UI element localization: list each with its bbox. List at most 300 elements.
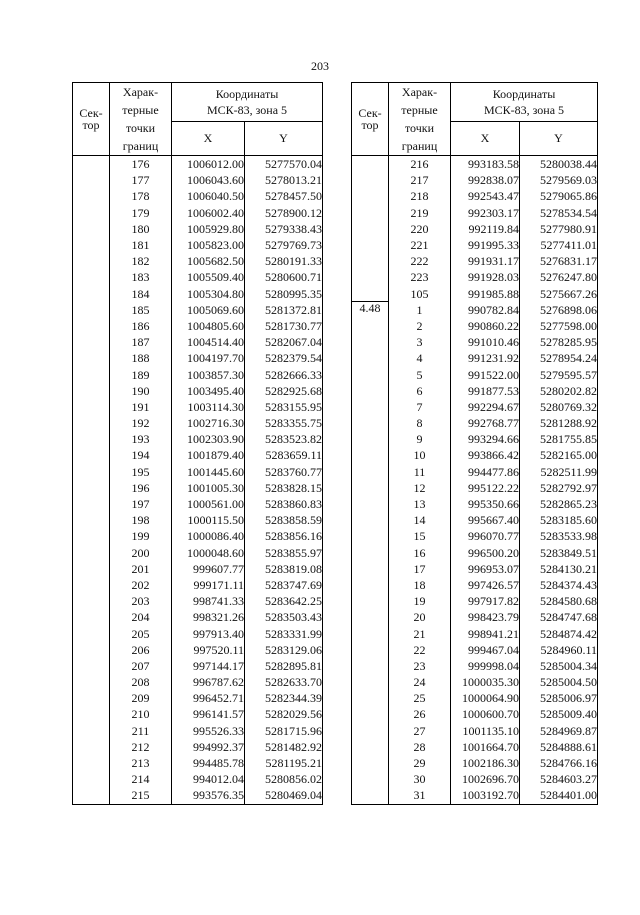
table-row: [352, 706, 598, 722]
point-number-cell: 26: [389, 706, 451, 722]
point-number-cell: 206: [110, 642, 172, 658]
point-number-cell: 17: [389, 561, 451, 577]
table-row: [73, 771, 323, 787]
point-number-cell: 20: [389, 609, 451, 625]
x-coordinate-cell: 991985.88: [451, 286, 520, 302]
x-coordinate-cell: 996141.57: [172, 706, 245, 722]
table-row: [73, 593, 323, 609]
x-coordinate-cell: 997913.40: [172, 625, 245, 641]
y-coordinate-cell: 5283155.95: [245, 399, 323, 415]
y-coordinate-cell: 5281755.85: [520, 431, 598, 447]
table-row: [73, 318, 323, 334]
x-coordinate-cell: 991522.00: [451, 366, 520, 382]
point-number-cell: 204: [110, 609, 172, 625]
table-row: [352, 593, 598, 609]
table-row: [73, 399, 323, 415]
x-coordinate-cell: 991995.33: [451, 237, 520, 253]
header-y: Y: [520, 121, 598, 155]
y-coordinate-cell: 5277598.00: [520, 318, 598, 334]
table-row: [352, 350, 598, 366]
table-row: [352, 318, 598, 334]
x-coordinate-cell: 1004805.60: [172, 318, 245, 334]
x-coordinate-cell: 1005823.00: [172, 237, 245, 253]
x-coordinate-cell: 996500.20: [451, 545, 520, 561]
table-row: [352, 561, 598, 577]
point-number-cell: 217: [389, 172, 451, 188]
x-coordinate-cell: 1001005.30: [172, 480, 245, 496]
y-coordinate-cell: 5280995.35: [245, 286, 323, 302]
x-coordinate-cell: 994012.04: [172, 771, 245, 787]
table-row: [73, 302, 323, 318]
point-number-cell: 218: [389, 188, 451, 204]
y-coordinate-cell: 5283523.82: [245, 431, 323, 447]
x-coordinate-cell: 1002303.90: [172, 431, 245, 447]
y-coordinate-cell: 5279595.57: [520, 366, 598, 382]
table-row: [73, 366, 323, 382]
point-number-cell: 207: [110, 658, 172, 674]
point-number-cell: 211: [110, 723, 172, 739]
point-number-cell: 19: [389, 593, 451, 609]
table-row: [352, 642, 598, 658]
point-number-cell: 182: [110, 253, 172, 269]
y-coordinate-cell: 5283855.97: [245, 545, 323, 561]
table-row: [352, 739, 598, 755]
point-number-cell: 178: [110, 188, 172, 204]
point-number-cell: 21: [389, 625, 451, 641]
table-row: [352, 302, 598, 318]
table-row: [73, 625, 323, 641]
table-row: [73, 447, 323, 463]
point-number-cell: 223: [389, 269, 451, 285]
x-coordinate-cell: 1000064.90: [451, 690, 520, 706]
table-row: [352, 415, 598, 431]
table-row: [73, 658, 323, 674]
table-row: [73, 205, 323, 221]
x-coordinate-cell: 992838.07: [451, 172, 520, 188]
y-coordinate-cell: 5283760.77: [245, 464, 323, 480]
point-number-cell: 30: [389, 771, 451, 787]
point-number-cell: 195: [110, 464, 172, 480]
x-coordinate-cell: 1005682.50: [172, 253, 245, 269]
table-row: [73, 545, 323, 561]
y-coordinate-cell: 5282379.54: [245, 350, 323, 366]
y-coordinate-cell: 5285009.40: [520, 706, 598, 722]
x-coordinate-cell: 995122.22: [451, 480, 520, 496]
y-coordinate-cell: 5283858.59: [245, 512, 323, 528]
x-coordinate-cell: 997426.57: [451, 577, 520, 593]
x-coordinate-cell: 991010.46: [451, 334, 520, 350]
point-number-cell: 9: [389, 431, 451, 447]
y-coordinate-cell: 5283355.75: [245, 415, 323, 431]
x-coordinate-cell: 1000561.00: [172, 496, 245, 512]
point-number-cell: 27: [389, 723, 451, 739]
x-coordinate-cell: 997144.17: [172, 658, 245, 674]
x-coordinate-cell: 992294.67: [451, 399, 520, 415]
x-coordinate-cell: 990860.22: [451, 318, 520, 334]
x-coordinate-cell: 1004197.70: [172, 350, 245, 366]
x-coordinate-cell: 993294.66: [451, 431, 520, 447]
table-row: [73, 383, 323, 399]
table-row: [73, 512, 323, 528]
table-row: [73, 787, 323, 804]
y-coordinate-cell: 5283129.06: [245, 642, 323, 658]
y-coordinate-cell: 5281288.92: [520, 415, 598, 431]
y-coordinate-cell: 5283819.08: [245, 561, 323, 577]
y-coordinate-cell: 5282067.04: [245, 334, 323, 350]
header-sector: Сек- тор: [73, 83, 110, 156]
table-row: [73, 221, 323, 237]
point-number-cell: 187: [110, 334, 172, 350]
point-number-cell: 215: [110, 787, 172, 804]
table-row: [352, 431, 598, 447]
x-coordinate-cell: 1000115.50: [172, 512, 245, 528]
point-number-cell: 13: [389, 496, 451, 512]
point-number-cell: 208: [110, 674, 172, 690]
point-number-cell: 14: [389, 512, 451, 528]
point-number-cell: 12: [389, 480, 451, 496]
x-coordinate-cell: 993183.58: [451, 156, 520, 173]
sector-cell: [352, 156, 389, 302]
x-coordinate-cell: 999171.11: [172, 577, 245, 593]
y-coordinate-cell: 5279065.86: [520, 188, 598, 204]
table-row: [73, 350, 323, 366]
table-row: [352, 221, 598, 237]
x-coordinate-cell: 994485.78: [172, 755, 245, 771]
table-row: [352, 447, 598, 463]
coordinates-table-right: [351, 82, 598, 805]
point-number-cell: 18: [389, 577, 451, 593]
table-row: [73, 415, 323, 431]
table-row: [352, 755, 598, 771]
table-row: [73, 172, 323, 188]
y-coordinate-cell: 5277980.91: [520, 221, 598, 237]
table-row: [352, 334, 598, 350]
point-number-cell: 25: [389, 690, 451, 706]
point-number-cell: 222: [389, 253, 451, 269]
point-number-cell: 196: [110, 480, 172, 496]
point-number-cell: 16: [389, 545, 451, 561]
x-coordinate-cell: 1002696.70: [451, 771, 520, 787]
y-coordinate-cell: 5281372.81: [245, 302, 323, 318]
point-number-cell: 185: [110, 302, 172, 318]
x-coordinate-cell: 991877.53: [451, 383, 520, 399]
point-number-cell: 198: [110, 512, 172, 528]
y-coordinate-cell: 5283659.11: [245, 447, 323, 463]
table-row: [352, 658, 598, 674]
x-coordinate-cell: 994477.86: [451, 464, 520, 480]
table-row: [352, 545, 598, 561]
y-coordinate-cell: 5285006.97: [520, 690, 598, 706]
x-coordinate-cell: 1006012.00: [172, 156, 245, 173]
coordinates-table-left: [72, 82, 323, 805]
table-row: [73, 755, 323, 771]
point-number-cell: 183: [110, 269, 172, 285]
point-number-cell: 28: [389, 739, 451, 755]
table-row: [73, 642, 323, 658]
y-coordinate-cell: 5284580.68: [520, 593, 598, 609]
point-number-cell: 199: [110, 528, 172, 544]
table-row: [73, 156, 323, 173]
x-coordinate-cell: 1000035.30: [451, 674, 520, 690]
point-number-cell: 22: [389, 642, 451, 658]
y-coordinate-cell: 5283828.15: [245, 480, 323, 496]
point-number-cell: 2: [389, 318, 451, 334]
point-number-cell: 213: [110, 755, 172, 771]
x-coordinate-cell: 1002716.30: [172, 415, 245, 431]
x-coordinate-cell: 999998.04: [451, 658, 520, 674]
y-coordinate-cell: 5277411.01: [520, 237, 598, 253]
table-row: [352, 496, 598, 512]
x-coordinate-cell: 1004514.40: [172, 334, 245, 350]
header-coordinates: Координаты МСК-83, зона 5: [451, 83, 598, 122]
table-row: [73, 561, 323, 577]
y-coordinate-cell: 5280191.33: [245, 253, 323, 269]
y-coordinate-cell: 5278900.12: [245, 205, 323, 221]
x-coordinate-cell: 994992.37: [172, 739, 245, 755]
y-coordinate-cell: 5276898.06: [520, 302, 598, 318]
y-coordinate-cell: 5282165.00: [520, 447, 598, 463]
x-coordinate-cell: 992768.77: [451, 415, 520, 431]
point-number-cell: 4: [389, 350, 451, 366]
point-number-cell: 193: [110, 431, 172, 447]
x-coordinate-cell: 993576.35: [172, 787, 245, 804]
table-row: [352, 156, 598, 173]
x-coordinate-cell: 992543.47: [451, 188, 520, 204]
x-coordinate-cell: 1003857.30: [172, 366, 245, 382]
y-coordinate-cell: 5283533.98: [520, 528, 598, 544]
x-coordinate-cell: 995667.40: [451, 512, 520, 528]
y-coordinate-cell: 5281482.92: [245, 739, 323, 755]
y-coordinate-cell: 5280856.02: [245, 771, 323, 787]
x-coordinate-cell: 1006040.50: [172, 188, 245, 204]
table-row: [73, 674, 323, 690]
table-row: [73, 528, 323, 544]
x-coordinate-cell: 998423.79: [451, 609, 520, 625]
y-coordinate-cell: 5283849.51: [520, 545, 598, 561]
table-row: [73, 480, 323, 496]
y-coordinate-cell: 5279338.43: [245, 221, 323, 237]
x-coordinate-cell: 1000600.70: [451, 706, 520, 722]
x-coordinate-cell: 1001879.40: [172, 447, 245, 463]
table-row: [352, 674, 598, 690]
y-coordinate-cell: 5282895.81: [245, 658, 323, 674]
y-coordinate-cell: 5283642.25: [245, 593, 323, 609]
table-row: [352, 723, 598, 739]
y-coordinate-cell: 5279569.03: [520, 172, 598, 188]
point-number-cell: 24: [389, 674, 451, 690]
header-characteristic-points: Харак- терные точки границ: [110, 83, 172, 156]
x-coordinate-cell: 996953.07: [451, 561, 520, 577]
x-coordinate-cell: 1003192.70: [451, 787, 520, 804]
point-number-cell: 205: [110, 625, 172, 641]
point-number-cell: 186: [110, 318, 172, 334]
table-row: [73, 334, 323, 350]
header-sector: Сек- тор: [352, 83, 389, 156]
x-coordinate-cell: 991928.03: [451, 269, 520, 285]
y-coordinate-cell: 5280600.71: [245, 269, 323, 285]
y-coordinate-cell: 5284766.16: [520, 755, 598, 771]
point-number-cell: 197: [110, 496, 172, 512]
point-number-cell: 184: [110, 286, 172, 302]
x-coordinate-cell: 998321.26: [172, 609, 245, 625]
table-row: [352, 771, 598, 787]
y-coordinate-cell: 5282511.99: [520, 464, 598, 480]
y-coordinate-cell: 5275667.26: [520, 286, 598, 302]
y-coordinate-cell: 5282792.97: [520, 480, 598, 496]
y-coordinate-cell: 5284888.61: [520, 739, 598, 755]
point-number-cell: 191: [110, 399, 172, 415]
y-coordinate-cell: 5283331.99: [245, 625, 323, 641]
y-coordinate-cell: 5283860.83: [245, 496, 323, 512]
table-row: [73, 464, 323, 480]
table-row: [352, 205, 598, 221]
point-number-cell: 179: [110, 205, 172, 221]
point-number-cell: 11: [389, 464, 451, 480]
table-row: [352, 577, 598, 593]
table-row: [73, 237, 323, 253]
table-row: [73, 577, 323, 593]
point-number-cell: 200: [110, 545, 172, 561]
point-number-cell: 219: [389, 205, 451, 221]
x-coordinate-cell: 998941.21: [451, 625, 520, 641]
x-coordinate-cell: 1000048.60: [172, 545, 245, 561]
x-coordinate-cell: 1002186.30: [451, 755, 520, 771]
y-coordinate-cell: 5278013.21: [245, 172, 323, 188]
y-coordinate-cell: 5282925.68: [245, 383, 323, 399]
y-coordinate-cell: 5283856.16: [245, 528, 323, 544]
table-row: [73, 286, 323, 302]
point-number-cell: 23: [389, 658, 451, 674]
y-coordinate-cell: 5282666.33: [245, 366, 323, 382]
y-coordinate-cell: 5283503.43: [245, 609, 323, 625]
table-row: [352, 269, 598, 285]
y-coordinate-cell: 5278534.54: [520, 205, 598, 221]
point-number-cell: 209: [110, 690, 172, 706]
y-coordinate-cell: 5282344.39: [245, 690, 323, 706]
y-coordinate-cell: 5284747.68: [520, 609, 598, 625]
table-row: [352, 528, 598, 544]
table-row: [352, 464, 598, 480]
table-row: [352, 188, 598, 204]
point-number-cell: 201: [110, 561, 172, 577]
point-number-cell: 7: [389, 399, 451, 415]
point-number-cell: 210: [110, 706, 172, 722]
x-coordinate-cell: 992119.84: [451, 221, 520, 237]
point-number-cell: 202: [110, 577, 172, 593]
x-coordinate-cell: 998741.33: [172, 593, 245, 609]
x-coordinate-cell: 992303.17: [451, 205, 520, 221]
x-coordinate-cell: 996070.77: [451, 528, 520, 544]
x-coordinate-cell: 1006043.60: [172, 172, 245, 188]
header-x: X: [451, 121, 520, 155]
table-row: [73, 431, 323, 447]
point-number-cell: 29: [389, 755, 451, 771]
point-number-cell: 181: [110, 237, 172, 253]
x-coordinate-cell: 996787.62: [172, 674, 245, 690]
y-coordinate-cell: 5283747.69: [245, 577, 323, 593]
x-coordinate-cell: 1001664.70: [451, 739, 520, 755]
y-coordinate-cell: 5284960.11: [520, 642, 598, 658]
x-coordinate-cell: 1005929.80: [172, 221, 245, 237]
y-coordinate-cell: 5282633.70: [245, 674, 323, 690]
x-coordinate-cell: 1003495.40: [172, 383, 245, 399]
table-row: [352, 690, 598, 706]
x-coordinate-cell: 991231.92: [451, 350, 520, 366]
table-row: [73, 253, 323, 269]
header-x: X: [172, 121, 245, 155]
point-number-cell: 177: [110, 172, 172, 188]
point-number-cell: 5: [389, 366, 451, 382]
table-row: [352, 237, 598, 253]
point-number-cell: 192: [110, 415, 172, 431]
y-coordinate-cell: 5284874.42: [520, 625, 598, 641]
table-row: [73, 706, 323, 722]
point-number-cell: 176: [110, 156, 172, 173]
x-coordinate-cell: 999467.04: [451, 642, 520, 658]
x-coordinate-cell: 991931.17: [451, 253, 520, 269]
y-coordinate-cell: 5284603.27: [520, 771, 598, 787]
y-coordinate-cell: 5276831.17: [520, 253, 598, 269]
x-coordinate-cell: 1005069.60: [172, 302, 245, 318]
point-number-cell: 188: [110, 350, 172, 366]
x-coordinate-cell: 1003114.30: [172, 399, 245, 415]
x-coordinate-cell: 1005304.80: [172, 286, 245, 302]
table-row: [352, 625, 598, 641]
y-coordinate-cell: 5284401.00: [520, 787, 598, 804]
y-coordinate-cell: 5278954.24: [520, 350, 598, 366]
x-coordinate-cell: 995526.33: [172, 723, 245, 739]
point-number-cell: 31: [389, 787, 451, 804]
y-coordinate-cell: 5284374.43: [520, 577, 598, 593]
y-coordinate-cell: 5278285.95: [520, 334, 598, 350]
point-number-cell: 3: [389, 334, 451, 350]
point-number-cell: 105: [389, 286, 451, 302]
point-number-cell: 221: [389, 237, 451, 253]
point-number-cell: 203: [110, 593, 172, 609]
y-coordinate-cell: 5280469.04: [245, 787, 323, 804]
table-row: [73, 188, 323, 204]
y-coordinate-cell: 5280038.44: [520, 156, 598, 173]
x-coordinate-cell: 1000086.40: [172, 528, 245, 544]
point-number-cell: 189: [110, 366, 172, 382]
point-number-cell: 220: [389, 221, 451, 237]
point-number-cell: 10: [389, 447, 451, 463]
header-characteristic-points: Харак- терные точки границ: [389, 83, 451, 156]
sector-cell: 4.48: [352, 302, 389, 804]
y-coordinate-cell: 5282865.23: [520, 496, 598, 512]
point-number-cell: 180: [110, 221, 172, 237]
point-number-cell: 1: [389, 302, 451, 318]
x-coordinate-cell: 1005509.40: [172, 269, 245, 285]
table-row: [352, 787, 598, 804]
x-coordinate-cell: 999607.77: [172, 561, 245, 577]
table-row: [73, 723, 323, 739]
point-number-cell: 15: [389, 528, 451, 544]
table-row: [352, 480, 598, 496]
table-row: [73, 739, 323, 755]
point-number-cell: 216: [389, 156, 451, 173]
point-number-cell: 6: [389, 383, 451, 399]
header-y: Y: [245, 121, 323, 155]
y-coordinate-cell: 5281715.96: [245, 723, 323, 739]
x-coordinate-cell: 993866.42: [451, 447, 520, 463]
x-coordinate-cell: 997520.11: [172, 642, 245, 658]
x-coordinate-cell: 1001445.60: [172, 464, 245, 480]
page-number: 203: [311, 59, 329, 73]
table-row: [73, 496, 323, 512]
table-row: [73, 690, 323, 706]
point-number-cell: 190: [110, 383, 172, 399]
